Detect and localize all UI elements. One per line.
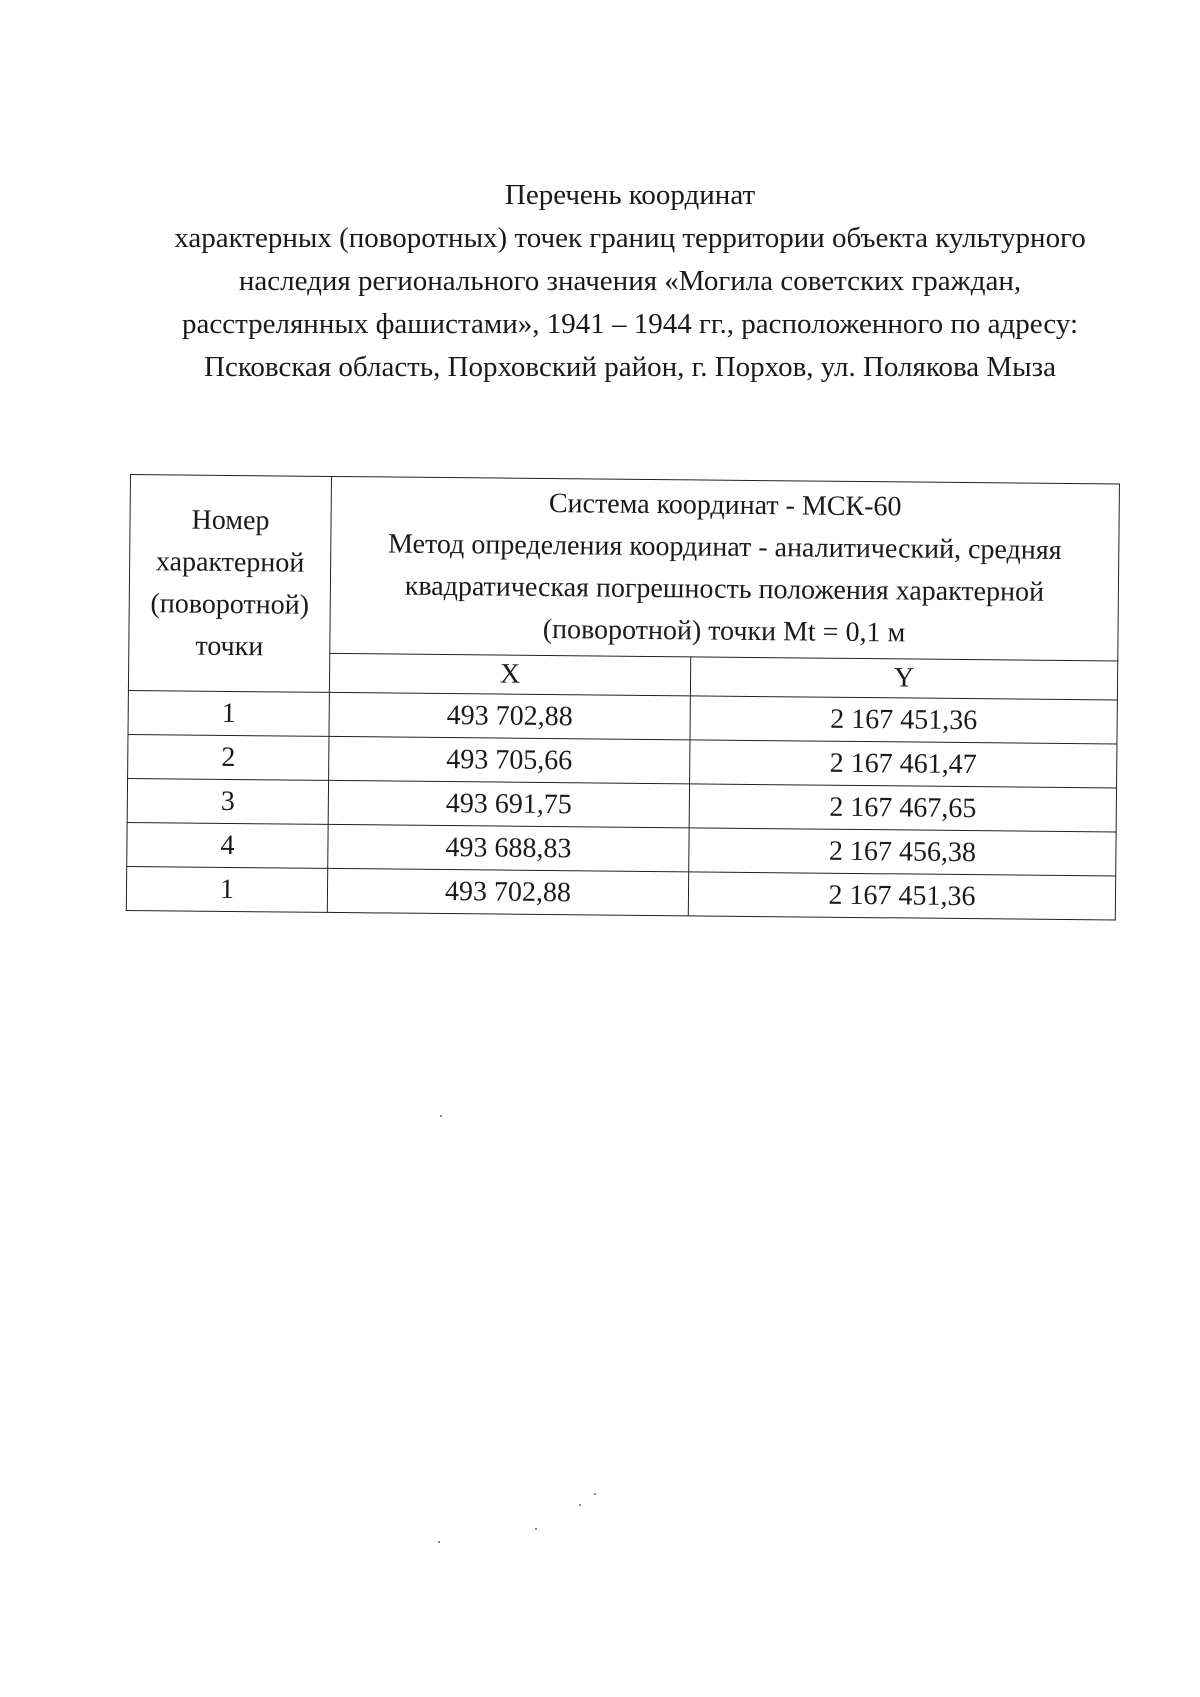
y-coordinate-cell: 2 167 451,36	[688, 872, 1115, 920]
x-coordinate-cell: 493 691,75	[328, 780, 689, 827]
y-coordinate-cell: 2 167 467,65	[689, 784, 1116, 832]
x-coordinate-cell: 493 702,88	[327, 868, 688, 915]
scan-speck	[579, 1504, 581, 1506]
point-number-cell: 2	[128, 734, 329, 780]
title-line: Перечень координат	[504, 179, 756, 211]
x-coordinate-cell: 493 688,83	[328, 824, 689, 871]
point-header-line: точки	[195, 630, 264, 662]
table-row	[126, 866, 1115, 919]
title-line: Псковская область, Порховский район, г. Порхов, ул. Полякова Мыза	[204, 351, 1056, 383]
y-coordinate-cell: 2 167 456,38	[689, 828, 1116, 876]
point-header-line: Номер	[191, 504, 270, 536]
system-header-line: Метод определения координат - аналитический, средняя	[387, 528, 1062, 566]
point-number-cell: 1	[126, 866, 327, 912]
title-line: наследия регионального значения «Могила советских граждан,	[238, 265, 1022, 297]
point-header-line: (поворотной)	[150, 587, 310, 621]
scan-speck	[535, 1528, 537, 1530]
scan-speck	[594, 1493, 596, 1495]
document-title	[150, 174, 1110, 389]
coordinate-system-header	[330, 476, 1120, 661]
point-number-cell: 1	[128, 690, 329, 736]
y-coordinate-cell: 2 167 451,36	[690, 696, 1117, 744]
title-line: расстрелянных фашистами», 1941 – 1944 гг., расположенного по адресу:	[181, 308, 1079, 340]
scan-speck	[440, 1115, 442, 1117]
x-coordinate-cell: 493 705,66	[329, 736, 690, 783]
point-number-header	[128, 475, 331, 693]
system-header-line: квадратическая погрешность положения характерной	[404, 570, 1045, 608]
point-header-line: характерной	[155, 545, 305, 579]
x-coordinate-cell: 493 702,88	[329, 692, 690, 739]
system-header-line: Система координат - МСК-60	[548, 488, 902, 523]
scan-speck	[438, 1541, 440, 1543]
point-number-cell: 4	[127, 822, 328, 868]
table-header-row	[129, 475, 1120, 661]
system-header-line: (поворотной) точки Mt = 0,1 м	[542, 613, 906, 649]
title-line: характерных (поворотных) точек границ территории объекта культурного	[174, 222, 1086, 254]
coordinates-table	[126, 474, 1120, 920]
y-column-header: Y	[690, 657, 1117, 700]
x-column-header: X	[329, 653, 690, 695]
y-coordinate-cell: 2 167 461,47	[690, 740, 1117, 788]
point-number-cell: 3	[127, 778, 328, 824]
